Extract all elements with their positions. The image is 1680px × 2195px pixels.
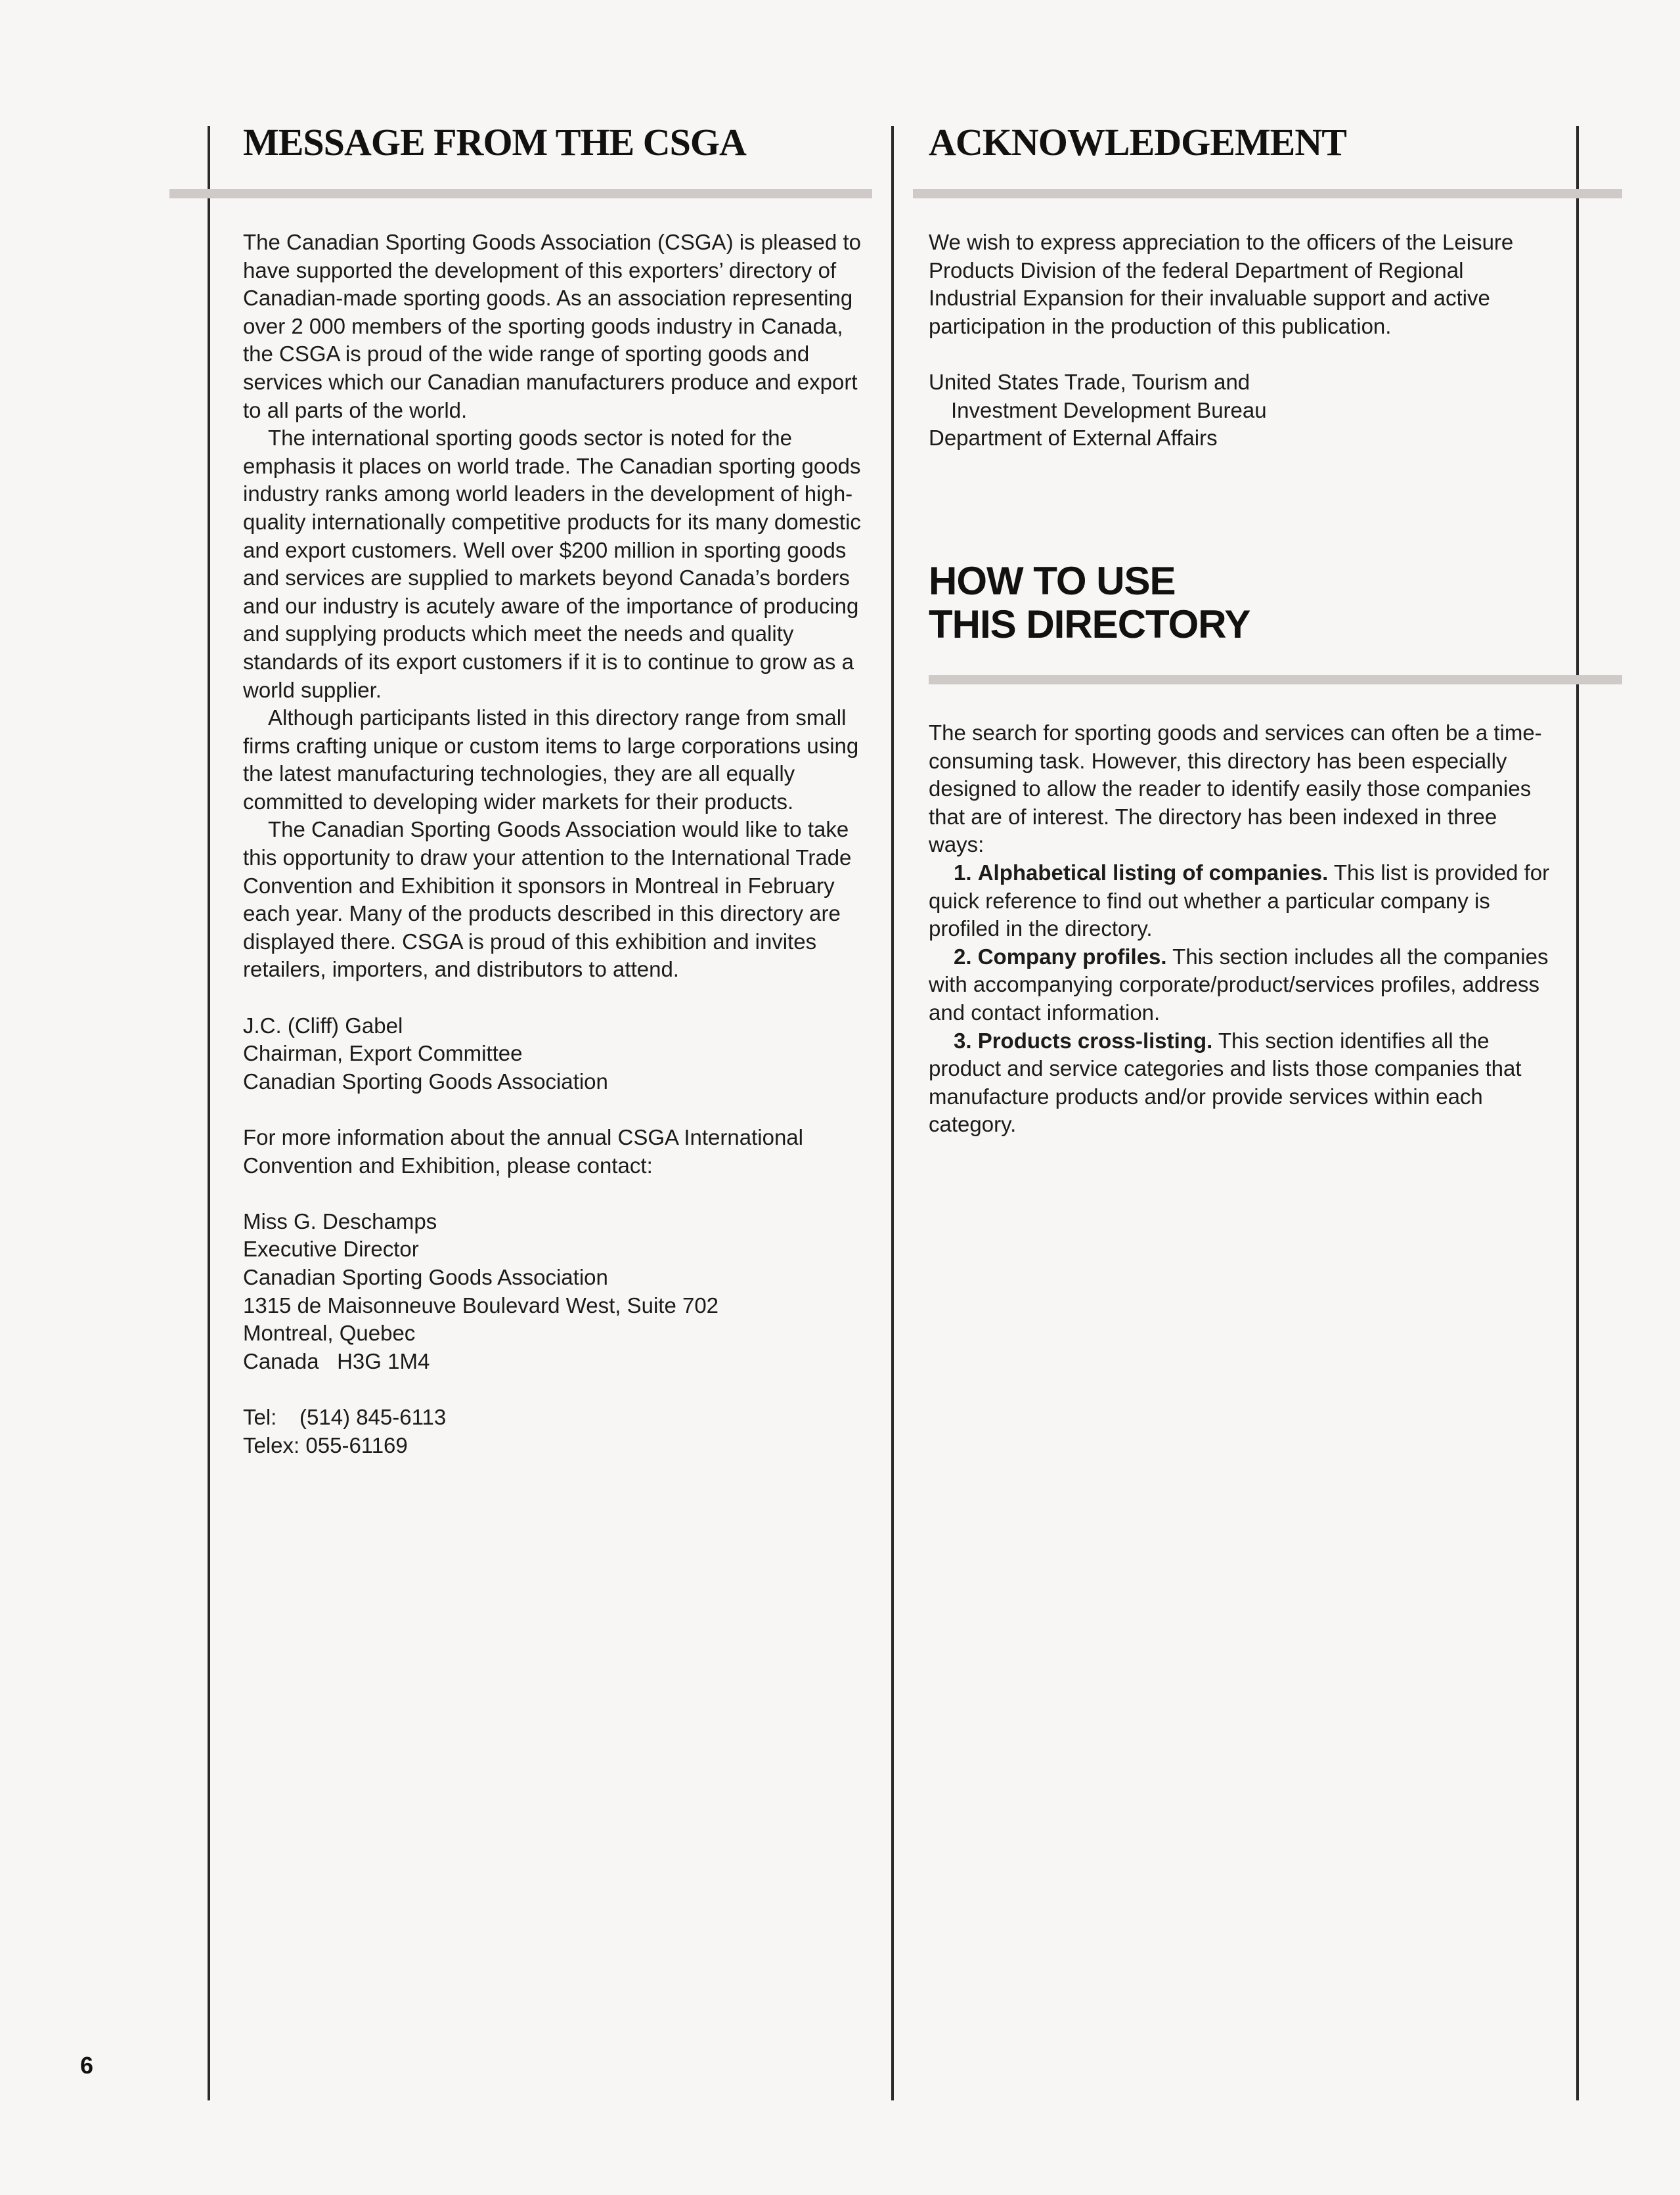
acknowledgement-body [929, 229, 1539, 453]
how-to-use-heading-underline [929, 675, 1622, 684]
index-item-3-text: This section identifies all the product and service categories and lists those companies that manufacture products and/or provide services within each category. [929, 1028, 1522, 1137]
contact-name: Miss G. Deschamps [243, 1208, 437, 1233]
csga-paragraph-1: The Canadian Sporting Goods Association (CSGA) is pleased to have supported the development of this exporters’ directory of Canadian-made sporting goods. As an association representing over 2 000 members of the sporting goods industry in Canada, the CSGA is proud of the wide range of sporting goods and services which our Canadian manufacturers produce and export to all parts of the world. [243, 230, 862, 422]
contact-city: Montreal, Quebec [243, 1321, 416, 1346]
index-item-1-title: Alphabetical listing of companies. [977, 860, 1329, 885]
telex-line [243, 1432, 867, 1460]
telephone-label: Tel: [243, 1404, 277, 1429]
index-item-2-text: This section includes all the companies with accompanying corporate/product/services profiles, address and contact information. [929, 944, 1549, 1025]
index-item-1-text: This list is provided for quick reference to find out whether a particular company is profiled in the directory. [929, 860, 1550, 941]
telex-number: 055-61169 [305, 1432, 408, 1457]
acknowledgement-organization [929, 368, 1539, 453]
index-item-3-number: 3. [954, 1028, 972, 1053]
telex-label: Telex: [243, 1432, 300, 1457]
contact-organization: Canadian Sporting Goods Association [243, 1264, 608, 1289]
center-column-rule [891, 126, 894, 2100]
how-to-use-body [929, 719, 1553, 1139]
contact-street: 1315 de Maisonneuve Boulevard West, Suite 702 [243, 1293, 719, 1318]
how-to-use-heading-line-2: THIS DIRECTORY [929, 602, 1250, 646]
acknowledgement-org-line-3: Department of External Affairs [929, 426, 1218, 451]
telephone-line [243, 1404, 867, 1432]
contact-title: Executive Director [243, 1237, 419, 1262]
acknowledgement-org-line-1: United States Trade, Tourism and [929, 369, 1250, 394]
contact-address-block [243, 1208, 867, 1376]
contact-country-postal: Canada H3G 1M4 [243, 1348, 430, 1373]
how-to-use-heading [929, 560, 1250, 646]
acknowledgement-org-line-2: Investment Development Bureau [951, 397, 1267, 422]
csga-message-body [243, 229, 867, 1459]
signature-block [243, 1012, 867, 1096]
left-column-rule [208, 126, 210, 2100]
index-item-2 [929, 943, 1553, 1027]
signature-organization: Canadian Sporting Goods Association [243, 1069, 608, 1094]
signature-name: J.C. (Cliff) Gabel [243, 1013, 403, 1038]
index-item-3-title: Products cross-listing. [977, 1028, 1213, 1053]
csga-paragraph-2: The international sporting goods sector is noted for the emphasis it places on world trade. The Canadian sporting goods industry ranks among world leaders in the development of high-quality internationally competitive products for its many domestic and export customers. Well over $200 million in sporting goods and services are supplied to markets beyond Canada’s borders and our industry is acutely aware of the importance of producing and supplying products which meet the needs and quality standards of its export customers if it is to continue to grow as a world supplier. [243, 426, 861, 702]
acknowledgement-heading: ACKNOWLEDGEMENT [929, 121, 1346, 164]
csga-paragraph-4: The Canadian Sporting Goods Association would like to take this opportunity to draw your attention to the International Trade Convention and Exhibition it sponsors in Montreal in February each year. Many of the products described in this directory are displayed there. CSGA is proud of this exhibition and invites retailers, importers, and distributors to attend. [243, 817, 852, 982]
contact-phone-block [243, 1404, 867, 1459]
signature-title: Chairman, Export Committee [243, 1041, 523, 1066]
index-item-3 [929, 1027, 1553, 1139]
index-item-1-number: 1. [954, 860, 972, 885]
acknowledgement-paragraph: We wish to express appreciation to the officers of the Leisure Products Division of the federal Department of Regional Industrial Expansion for their invaluable support and active participation in the production of this publication. [929, 230, 1514, 338]
csga-heading-underline [169, 189, 872, 198]
how-to-use-intro: The search for sporting goods and services can often be a time-consuming task. However, this directory has been especially designed to allow the reader to identify easily those companies that are of interest. The directory has been indexed in three ways: [929, 721, 1542, 857]
index-item-2-title: Company profiles. [977, 944, 1167, 969]
acknowledgement-heading-underline [913, 189, 1622, 198]
csga-paragraph-3: Although participants listed in this directory range from small firms crafting unique or custom items to large corporations using the latest manufacturing technologies, they are all equally committed to developing wider markets for their products. [243, 705, 859, 814]
contact-intro: For more information about the annual CSGA International Convention and Exhibition, please contact: [243, 1125, 803, 1178]
how-to-use-heading-line-1: HOW TO USE [929, 559, 1176, 603]
telephone-number: (514) 845-6113 [299, 1404, 447, 1429]
page-number: 6 [80, 2052, 94, 2079]
right-column-rule [1576, 126, 1579, 2100]
index-item-1 [929, 859, 1553, 943]
index-item-2-number: 2. [954, 944, 972, 969]
csga-message-heading: MESSAGE FROM THE CSGA [243, 121, 746, 164]
